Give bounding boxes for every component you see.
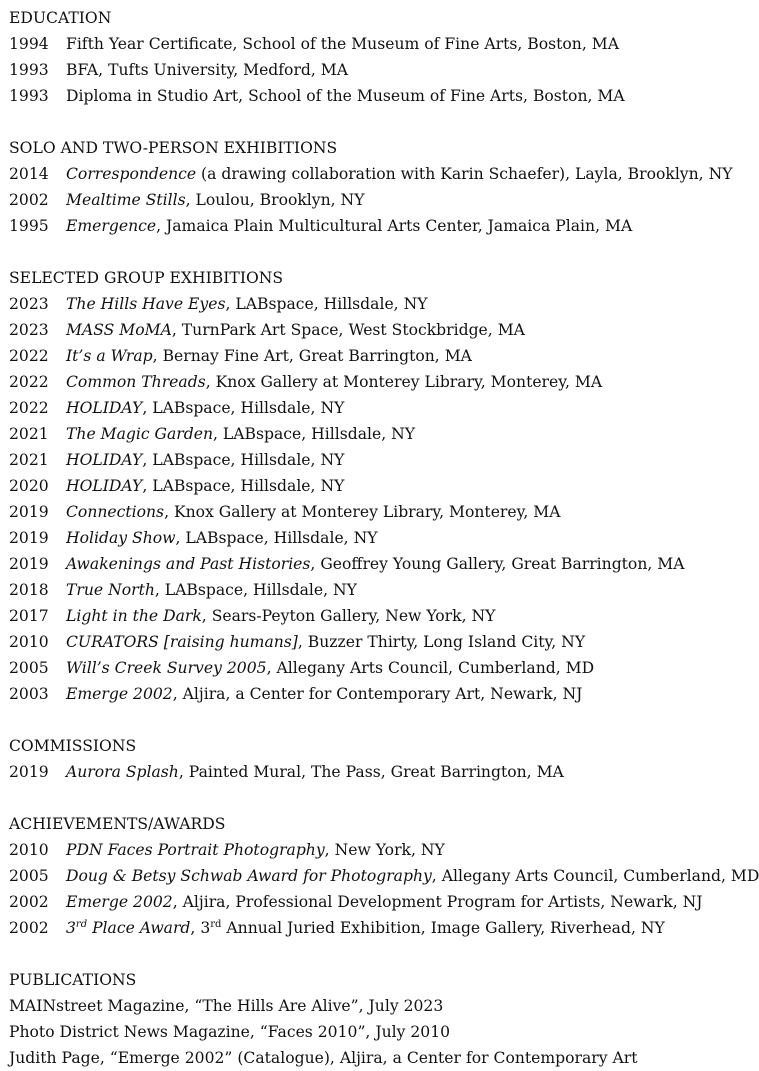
entry-title: The Magic Garden: [66, 425, 214, 443]
publication-entry: MAINstreet Magazine, “The Hills Are Alive”, July 2023: [9, 997, 444, 1015]
title-ordinal-suffix: rd: [75, 918, 88, 930]
section-heading: PUBLICATIONS: [9, 971, 137, 989]
group-exhibition-entry: [9, 317, 714, 343]
entry-year: 1994: [9, 35, 49, 53]
entry-year: 2002: [9, 191, 49, 209]
entry-text: [66, 889, 703, 915]
entry-title: HOLIDAY: [66, 399, 143, 417]
entry-year: 1993: [9, 87, 49, 105]
entry-year: 1993: [9, 61, 49, 79]
entry-year: 2023: [9, 321, 49, 339]
entry-year: 2002: [9, 893, 49, 911]
entry-year: 2010: [9, 841, 49, 859]
entry-text: [66, 187, 365, 213]
entry-text: [66, 499, 560, 525]
education-entry: [9, 83, 714, 109]
entry-text: [66, 655, 594, 681]
group-exhibition-entry: [9, 577, 714, 603]
section-heading: COMMISSIONS: [9, 737, 137, 755]
solo-exhibition-entry: [9, 161, 733, 187]
entry-text: [66, 291, 428, 317]
award-entry: [9, 837, 714, 863]
entry-title: True North: [66, 581, 155, 599]
entry-text: BFA, Tufts University, Medford, MA: [66, 61, 349, 79]
entry-text: [66, 629, 585, 655]
group-exhibition-entry: [9, 421, 714, 447]
entry-text: [66, 915, 665, 941]
entry-details: , Loulou, Brooklyn, NY: [185, 191, 365, 209]
ordinal-suffix: rd: [210, 918, 222, 930]
solo-exhibition-entry: [9, 213, 714, 239]
entry-title: Doug & Betsy Schwab Award for Photography: [66, 867, 432, 885]
entry-details: , Knox Gallery at Monterey Library, Monterey, MA: [205, 373, 603, 391]
award-entry: [9, 863, 759, 889]
entry-year: 2019: [9, 555, 49, 573]
entry-details: , LABspace, Hillsdale, NY: [142, 477, 345, 495]
education-entry: [9, 31, 714, 57]
group-exhibition-entry: [9, 395, 714, 421]
entry-title: Connections: [66, 503, 165, 521]
entry-details: , LABspace, Hillsdale, NY: [225, 295, 428, 313]
entry-title: HOLIDAY: [66, 451, 143, 469]
entry-text: [66, 161, 733, 187]
entry-title: Aurora Splash: [66, 763, 179, 781]
publication-entry: Judith Page, “Emerge 2002” (Catalogue), Aljira, a Center for Contemporary Art: [9, 1049, 638, 1067]
entry-text: [66, 421, 415, 447]
group-exhibition-entry: [9, 603, 714, 629]
entry-details: Annual Juried Exhibition, Image Gallery, Riverhead, NY: [221, 919, 665, 937]
entry-details: , Buzzer Thirty, Long Island City, NY: [297, 633, 586, 651]
entry-details: , Allegany Arts Council, Cumberland, MD: [431, 867, 759, 885]
group-exhibition-entry: [9, 629, 714, 655]
section-heading: ACHIEVEMENTS/AWARDS: [9, 815, 226, 833]
entry-text: [66, 473, 344, 499]
group-exhibition-entry: [9, 343, 714, 369]
entry-year: 2020: [9, 477, 49, 495]
entry-title: Will’s Creek Survey 2005: [66, 659, 267, 677]
solo-exhibitions-section: [9, 135, 733, 239]
section-heading: SELECTED GROUP EXHIBITIONS: [9, 269, 284, 287]
entry-text: [66, 577, 357, 603]
section-heading: EDUCATION: [9, 9, 112, 27]
entry-text: Fifth Year Certificate, School of the Museum of Fine Arts, Boston, MA: [66, 35, 619, 53]
separator: ,: [190, 919, 201, 937]
entry-year: 2014: [9, 165, 49, 183]
entry-details: , TurnPark Art Space, West Stockbridge, MA: [171, 321, 525, 339]
entry-details: , LABspace, Hillsdale, NY: [154, 581, 357, 599]
group-exhibition-entry: [9, 369, 714, 395]
entry-year: 2021: [9, 451, 49, 469]
entry-details: , Bernay Fine Art, Great Barrington, MA: [152, 347, 472, 365]
education-section: [9, 5, 714, 109]
entry-text: [66, 863, 759, 889]
entry-text: [66, 213, 632, 239]
entry-details: , LABspace, Hillsdale, NY: [213, 425, 416, 443]
entry-text: [66, 681, 582, 707]
entry-title: Light in the Dark: [66, 607, 202, 625]
entry-year: 2021: [9, 425, 49, 443]
entry-text: [66, 395, 344, 421]
entry-year: 2005: [9, 867, 49, 885]
entry-text: Diploma in Studio Art, School of the Museum of Fine Arts, Boston, MA: [66, 87, 625, 105]
entry-title: PDN Faces Portrait Photography: [66, 841, 325, 859]
entry-details: , Jamaica Plain Multicultural Arts Center, Jamaica Plain, MA: [156, 217, 633, 235]
education-entry: [9, 57, 714, 83]
title-ordinal-number: 3: [66, 919, 76, 937]
entry-text: [66, 343, 472, 369]
group-exhibition-entry: [9, 681, 714, 707]
group-exhibitions-section: [9, 265, 714, 707]
entry-text: [66, 603, 495, 629]
group-exhibition-entry: [9, 499, 714, 525]
entry-year: 2022: [9, 347, 49, 365]
entry-details: (a drawing collaboration with Karin Schaefer), Layla, Brooklyn, NY: [196, 165, 733, 183]
entry-title: It’s a Wrap: [66, 347, 153, 365]
group-exhibition-entry: [9, 551, 714, 577]
solo-exhibition-entry: [9, 187, 714, 213]
entry-details: , Geoffrey Young Gallery, Great Barrington, MA: [310, 555, 685, 573]
entry-year: 2010: [9, 633, 49, 651]
entry-details: , LABspace, Hillsdale, NY: [142, 399, 345, 417]
entry-year: 2019: [9, 529, 49, 547]
entry-text: [66, 317, 525, 343]
entry-text: [66, 447, 344, 473]
entry-year: 2019: [9, 763, 49, 781]
entry-title: HOLIDAY: [66, 477, 143, 495]
entry-title: [66, 919, 190, 937]
publications-section: [9, 967, 714, 1071]
entry-year: 2022: [9, 399, 49, 417]
entry-year: 2017: [9, 607, 49, 625]
entry-title: Emergence: [66, 217, 157, 235]
entry-title: Correspondence: [66, 165, 197, 183]
section-heading: SOLO AND TWO-PERSON EXHIBITIONS: [9, 139, 338, 157]
entry-year: 2005: [9, 659, 49, 677]
entry-title: The Hills Have Eyes: [66, 295, 226, 313]
entry-title: MASS MoMA: [66, 321, 172, 339]
entry-details: , Sears-Peyton Gallery, New York, NY: [201, 607, 496, 625]
entry-text: [66, 525, 378, 551]
commissions-section: [9, 733, 714, 785]
entry-details: , Allegany Arts Council, Cumberland, MD: [266, 659, 595, 677]
entry-text: [66, 551, 685, 577]
award-entry: [9, 915, 714, 941]
entry-text: [66, 369, 602, 395]
entry-title: Emerge 2002: [66, 685, 173, 703]
entry-title: Awakenings and Past Histories: [66, 555, 311, 573]
entry-text: [66, 837, 445, 863]
title-rest: Place Award: [87, 919, 191, 937]
publication-entry: Photo District News Magazine, “Faces 2010”, July 2010: [9, 1023, 451, 1041]
entry-year: 2022: [9, 373, 49, 391]
group-exhibition-entry: [9, 291, 714, 317]
awards-section: [9, 811, 759, 941]
entry-year: 2003: [9, 685, 49, 703]
group-exhibition-entry: [9, 473, 714, 499]
commission-entry: [9, 759, 714, 785]
entry-details: , New York, NY: [324, 841, 445, 859]
entry-details: , LABspace, Hillsdale, NY: [175, 529, 378, 547]
award-entry: [9, 889, 714, 915]
entry-year: 1995: [9, 217, 49, 235]
entry-details: , Aljira, Professional Development Program for Artists, Newark, NJ: [172, 893, 703, 911]
entry-year: 2019: [9, 503, 49, 521]
group-exhibition-entry: [9, 525, 714, 551]
entry-details: , LABspace, Hillsdale, NY: [142, 451, 345, 469]
entry-year: 2002: [9, 919, 49, 937]
entry-title: Mealtime Stills: [66, 191, 186, 209]
entry-year: 2018: [9, 581, 49, 599]
entry-details: , Aljira, a Center for Contemporary Art, Newark, NJ: [172, 685, 583, 703]
entry-title: Common Threads: [66, 373, 206, 391]
group-exhibition-entry: [9, 655, 714, 681]
entry-details: , Painted Mural, The Pass, Great Barrington, MA: [178, 763, 564, 781]
entry-title: CURATORS [raising humans]: [66, 633, 298, 651]
entry-text: [66, 759, 564, 785]
entry-year: 2023: [9, 295, 49, 313]
entry-details: , Knox Gallery at Monterey Library, Monterey, MA: [164, 503, 561, 521]
group-exhibition-entry: [9, 447, 714, 473]
ordinal-number: 3: [200, 919, 211, 937]
entry-title: Emerge 2002: [66, 893, 173, 911]
entry-title: Holiday Show: [66, 529, 176, 547]
